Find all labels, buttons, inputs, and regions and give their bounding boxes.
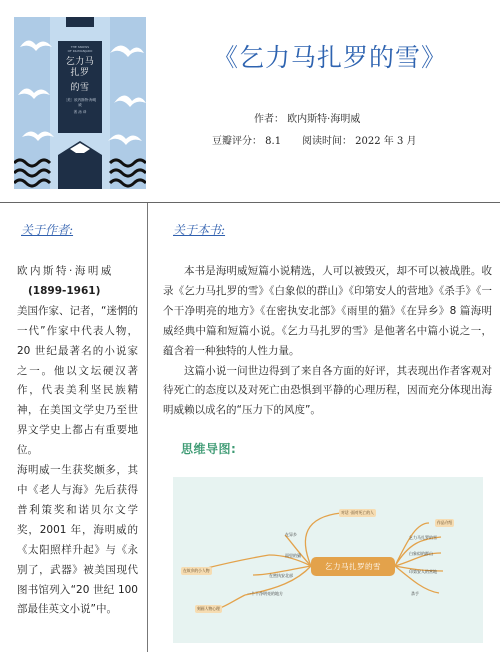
reading-date: 阅读时间： 2022 年 3 月 [302, 136, 417, 147]
mindmap-left-box: 在故乡的小人物 [183, 568, 210, 573]
author-bio-paragraph-2: 海明威一生获奖颇多，其中《老人与海》先后获得普利策奖和诺贝尔文学奖，2001 年，海明威的《太阳照样升起》与《永别了，武器》被美国现代图书馆列入“20 世纪 100 部最佳英文小说”中。 [17, 464, 138, 616]
cover-english-title-2: OF KILIMANJARO [67, 48, 93, 53]
cover-title-line-2: 的雪 [70, 83, 90, 94]
mindmap-node-left-2: 雨里的猫 [285, 553, 301, 558]
page-title: 《乞力马扎罗的雪》 [212, 43, 447, 72]
author-line: 作者： 欧内斯特·海明威 [254, 114, 361, 125]
cover-english-title-1: THE SNOWS [70, 45, 90, 49]
cover-title-panel [58, 41, 102, 133]
column-divider [147, 203, 148, 652]
author-bio-paragraph-1: 美国作家、记者，“迷惘的一代”作家中代表人物，20 世纪最著名的小说家之一。他以文坛硬汉著作，代表美利坚民族精神，在美国文学史乃至世界文学史上都占有重要地位。 [17, 304, 138, 457]
mindmap-image [173, 477, 483, 643]
about-book-section [163, 262, 492, 421]
mindmap-node-left-3: 在密执安北部 [269, 573, 293, 578]
about-author-heading: 关于作者: [21, 223, 74, 237]
mindmap-bottom-box: 刻画人物心理 [197, 606, 220, 611]
mindmap-heading: 思维导图: [181, 442, 237, 456]
mindmap-intro-box: 作品介绍 [437, 520, 453, 525]
about-author-section [17, 262, 138, 620]
douban-rating: 豆瓣评分： 8.1 [212, 136, 282, 147]
mindmap-center-node: 乞力马扎罗的雪 [311, 557, 395, 576]
book-cover-image [14, 17, 146, 189]
mindmap-node-right-1: 乞力马扎罗的雪 [409, 535, 437, 540]
cover-translator: 著 汤 译 [73, 110, 87, 115]
cover-author: 〔美〕欧内斯特·海明威 [63, 98, 97, 108]
cover-title-line-1: 乞力马扎罗 [65, 57, 95, 79]
mindmap-node-right-3: 印第安人的营地 [409, 569, 437, 574]
book-summary-paragraph-2: 这篇小说一问世边得到了来自各方面的好评，其表现出作者客观对待死亡的态度以及对死亡由恐惧到平静的心理历程，因而充分体现出海明威赖以成名的“压力下的风度”。 [163, 364, 492, 417]
mindmap-node-left-4: 一个干净明亮的地方 [247, 591, 283, 596]
book-summary-paragraph-1: 本书是海明威短篇小说精选，人可以被毁灭，却不可以被战胜。收录《乞力马扎罗的雪》《白象似的群山》《印第安人的营地》《杀手》《一个干净明亮的地方》《在密执安北部》《雨里的猫》《在异乡》8 篇海明威经典中篇和短篇小说。《乞力马扎罗的雪》是他著名中篇小说之一，蕴含着一种独特的人性力量。 [163, 265, 492, 357]
about-book-heading: 关于本书: [173, 223, 226, 237]
mindmap-node-left-1: 在异乡 [285, 532, 297, 537]
mindmap-node-right-4: 杀手 [411, 591, 419, 596]
mindmap-node-right-2: 白象似的群山 [409, 551, 433, 556]
header-divider [0, 202, 500, 203]
author-years: (1899-1961) [28, 284, 101, 297]
mindmap-top-box: 对话 ·面对死亡的人 [341, 510, 374, 515]
author-name: 欧内斯特·海明威 [17, 265, 114, 277]
